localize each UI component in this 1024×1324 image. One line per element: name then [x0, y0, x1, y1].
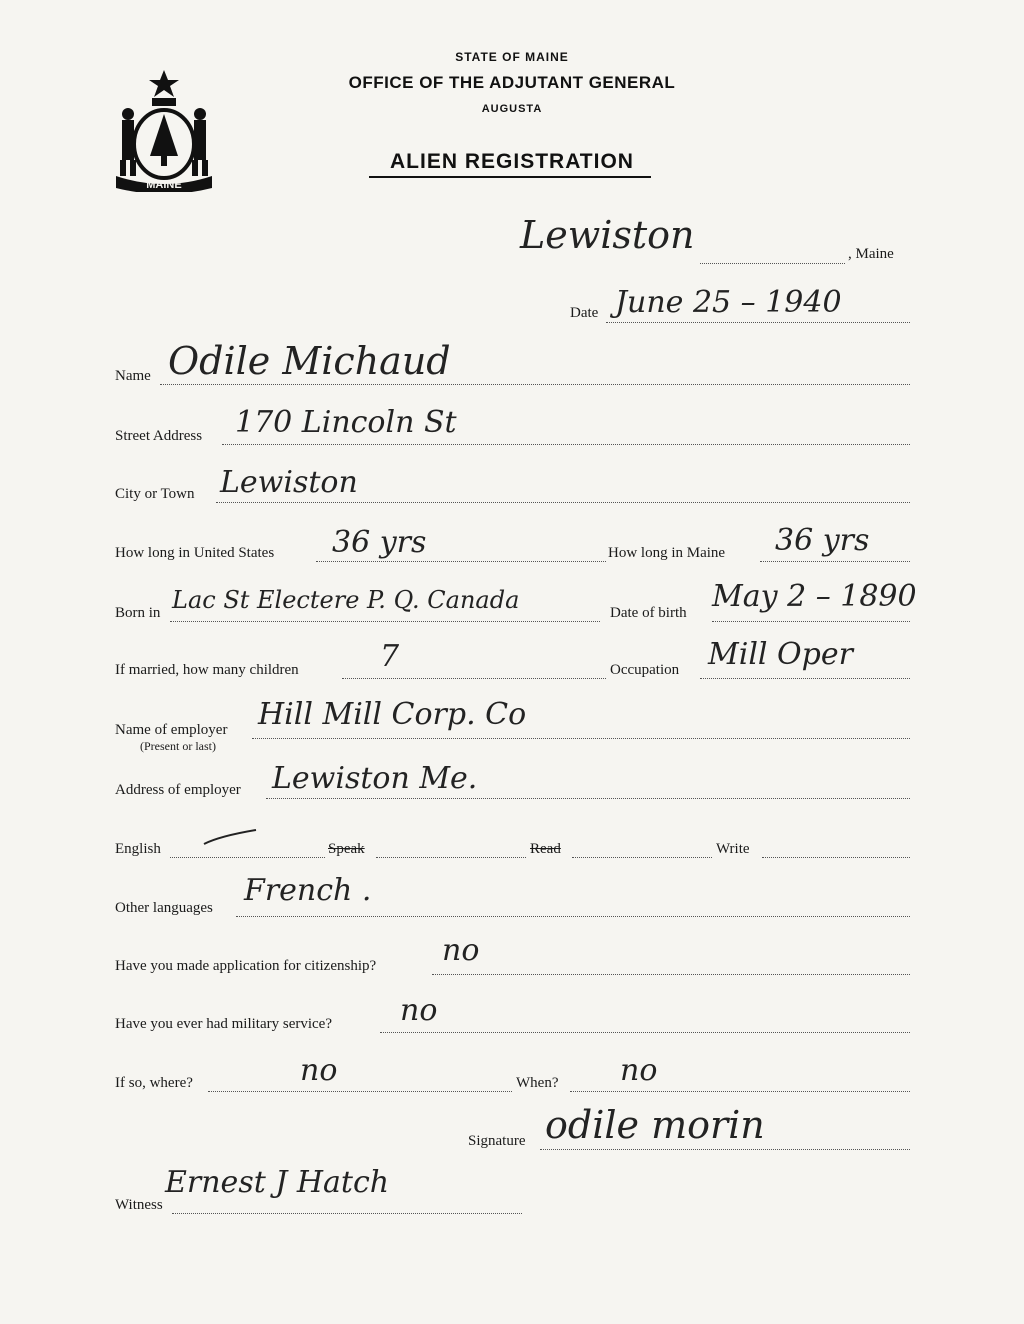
write-line — [762, 857, 910, 858]
employer-address-line — [266, 798, 910, 799]
employer-label: Name of employer — [115, 722, 228, 738]
where-label: If so, where? — [115, 1075, 193, 1091]
speak-label: Speak — [328, 841, 365, 857]
how-long-maine-line — [760, 561, 910, 562]
born-in-entry: Lac St Electere P. Q. Canada — [172, 586, 520, 614]
header-office: OFFICE OF THE ADJUTANT GENERAL — [348, 73, 676, 92]
witness-entry: Ernest J Hatch — [165, 1165, 390, 1200]
city-line — [216, 502, 910, 503]
date-entry: June 25 – 1940 — [615, 285, 842, 320]
employer-note: (Present or last) — [140, 739, 216, 753]
employer-address-entry: Lewiston Me. — [272, 761, 478, 796]
how-long-us-line — [316, 561, 606, 562]
children-entry: 7 — [380, 639, 400, 674]
how-long-maine-entry: 36 yrs — [775, 523, 870, 558]
date-of-birth-entry: May 2 – 1890 — [712, 579, 917, 614]
name-line — [160, 384, 910, 385]
born-in-line — [170, 621, 600, 622]
how-long-us-entry: 36 yrs — [332, 525, 427, 560]
other-languages-line — [236, 916, 910, 917]
citizenship-label: Have you made application for citizenship? — [115, 958, 377, 974]
street-line — [222, 444, 910, 445]
title-underline — [369, 176, 651, 178]
military-entry: no — [400, 993, 438, 1028]
write-label: Write — [716, 841, 750, 857]
how-long-maine-label: How long in Maine — [608, 545, 726, 561]
military-line — [380, 1032, 910, 1033]
name-entry: Odile Michaud — [168, 339, 451, 383]
street-entry: 170 Lincoln St — [235, 405, 457, 440]
citizenship-line — [432, 974, 910, 975]
read-line — [572, 857, 712, 858]
when-entry: no — [620, 1053, 658, 1088]
date-of-birth-label: Date of birth — [610, 605, 687, 621]
where-entry: no — [300, 1053, 338, 1088]
date-label: Date — [570, 305, 599, 321]
date-line — [606, 322, 910, 323]
header-state: STATE OF MAINE — [455, 50, 569, 64]
occupation-entry: Mill Oper — [708, 637, 853, 672]
occupation-line — [700, 678, 910, 679]
children-line — [342, 678, 606, 679]
name-label: Name — [115, 368, 151, 384]
employer-entry: Hill Mill Corp. Co — [258, 697, 527, 732]
street-label: Street Address — [115, 428, 203, 444]
signature-line — [540, 1149, 910, 1150]
header-city: AUGUSTA — [481, 103, 543, 115]
employer-address-label: Address of employer — [115, 782, 241, 798]
form-title: ALIEN REGISTRATION — [390, 150, 634, 173]
witness-label: Witness — [115, 1197, 163, 1213]
speak-line — [376, 857, 526, 858]
english-label: English — [115, 841, 161, 857]
when-label: When? — [516, 1075, 559, 1091]
city-entry: Lewiston — [220, 465, 358, 500]
other-languages-entry: French . — [244, 873, 372, 908]
english-check-mark-icon — [200, 826, 260, 850]
read-label: Read — [530, 841, 561, 857]
where-line — [208, 1091, 512, 1092]
born-in-label: Born in — [115, 605, 161, 621]
place-entry: Lewiston — [520, 213, 695, 257]
city-label: City or Town — [115, 486, 195, 502]
signature-entry: odile morin — [545, 1103, 765, 1147]
place-line — [700, 263, 845, 264]
signature-label: Signature — [468, 1133, 526, 1149]
citizenship-entry: no — [442, 933, 480, 968]
children-label: If married, how many children — [115, 662, 299, 678]
employer-line — [252, 738, 910, 739]
date-of-birth-line — [712, 621, 910, 622]
military-label: Have you ever had military service? — [115, 1016, 332, 1032]
maine-label: , Maine — [848, 246, 894, 262]
svg-text:MAINE: MAINE — [146, 179, 182, 191]
english-line — [170, 857, 325, 858]
witness-line — [172, 1213, 522, 1214]
other-languages-label: Other languages — [115, 900, 213, 916]
how-long-us-label: How long in United States — [115, 545, 275, 561]
occupation-label: Occupation — [610, 662, 680, 678]
when-line — [570, 1091, 910, 1092]
